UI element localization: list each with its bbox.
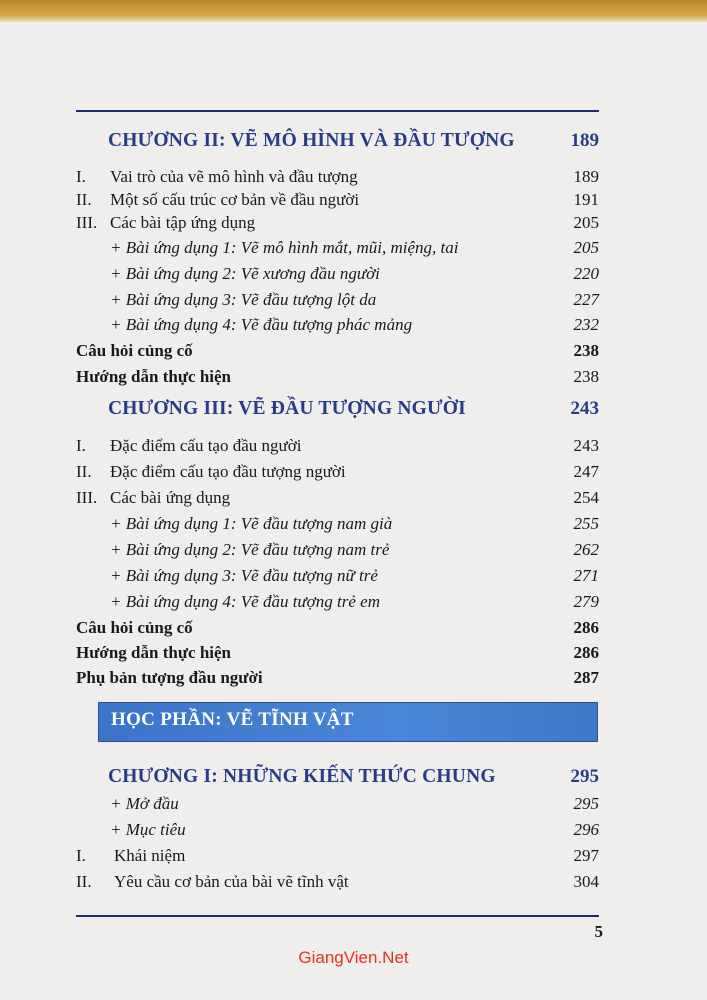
entry-page: 238 (573, 341, 599, 360)
entry-number: I. (76, 436, 86, 455)
entry-text: Yêu cầu cơ bản của bài vẽ tĩnh vật (114, 872, 349, 891)
toc-entry (76, 287, 599, 313)
entry-page: 287 (573, 668, 599, 687)
entry-text: + Bài ứng dụng 1: Vẽ đầu tượng nam già (110, 514, 393, 533)
entry-page: 232 (573, 315, 599, 334)
entry-text: Khái niệm (114, 846, 186, 865)
toc-entry (76, 433, 599, 459)
chapter-heading (76, 764, 599, 790)
entry-text: Câu hỏi củng cố (76, 341, 193, 360)
toc-entry (76, 235, 599, 261)
entry-page: 255 (573, 514, 599, 533)
entry-text: + Bài ứng dụng 4: Vẽ đầu tượng phác mảng (110, 315, 413, 334)
entry-page: 238 (573, 367, 599, 386)
toc-entry (76, 665, 599, 691)
toc-entry (76, 563, 599, 589)
toc-entry (76, 589, 599, 615)
entry-text: Hướng dẫn thực hiện (76, 367, 231, 386)
entry-page: 205 (573, 213, 599, 232)
entry-page: 296 (573, 820, 599, 839)
entry-number: I. (76, 167, 86, 186)
section-title: HỌC PHẦN: VẼ TĨNH VẬT (111, 709, 354, 730)
entry-page: 227 (573, 290, 599, 309)
entry-number: III. (76, 213, 98, 232)
entry-number: II. (76, 872, 92, 891)
chapter-heading (76, 128, 599, 154)
bottom-rule (76, 915, 599, 917)
toc-entry (76, 459, 599, 485)
toc-entry (76, 537, 599, 563)
entry-page: 271 (573, 566, 599, 585)
entry-page: 220 (573, 264, 599, 283)
toc-entry (76, 210, 599, 236)
entry-text: Phụ bản tượng đầu người (76, 668, 263, 687)
toc-entry (76, 511, 599, 537)
chapter-page: 243 (570, 398, 599, 419)
chapter-title: CHƯƠNG I: NHỮNG KIẾN THỨC CHUNG (108, 766, 496, 787)
entry-number: II. (76, 462, 92, 481)
page-top-edge (0, 0, 707, 22)
entry-page: 205 (573, 238, 599, 257)
chapter-page: 295 (570, 766, 599, 787)
entry-page: 262 (573, 540, 599, 559)
entry-text: + Bài ứng dụng 4: Vẽ đầu tượng trẻ em (110, 592, 380, 611)
entry-text: Đặc điểm cấu tạo đầu tượng người (110, 462, 346, 481)
entry-text: + Mở đầu (110, 794, 179, 813)
entry-number: I. (76, 846, 86, 865)
entry-text: Hướng dẫn thực hiện (76, 643, 231, 662)
entry-text: Các bài ứng dụng (110, 488, 231, 507)
entry-number: III. (76, 488, 98, 507)
entry-page: 286 (573, 618, 599, 637)
watermark: GiangVien.Net (298, 948, 409, 967)
toc-entry (76, 791, 599, 817)
entry-text: Vai trò của vẽ mô hình và đầu tượng (110, 167, 358, 186)
entry-page: 286 (573, 643, 599, 662)
entry-page: 189 (573, 167, 599, 186)
entry-text: + Bài ứng dụng 2: Vẽ xương đầu người (110, 264, 380, 283)
entry-text: + Bài ứng dụng 3: Vẽ đầu tượng nữ trẻ (110, 566, 378, 585)
chapter-title: CHƯƠNG II: VẼ MÔ HÌNH VÀ ĐẦU TƯỢNG (108, 130, 515, 151)
toc-entry (76, 869, 599, 895)
entry-text: Câu hỏi củng cố (76, 618, 193, 637)
toc-entry (76, 261, 599, 287)
toc-entry (76, 338, 599, 364)
entry-page: 304 (573, 872, 599, 891)
toc-entry (76, 364, 599, 390)
top-rule (76, 110, 599, 112)
entry-page: 297 (573, 846, 599, 865)
chapter-page: 189 (570, 130, 599, 151)
entry-page: 254 (573, 488, 599, 507)
toc-entry (76, 615, 599, 641)
toc-entry (76, 640, 599, 666)
entry-text: + Bài ứng dụng 2: Vẽ đầu tượng nam trẻ (110, 540, 390, 559)
toc-entry (76, 485, 599, 511)
entry-page: 247 (573, 462, 599, 481)
entry-page: 279 (573, 592, 599, 611)
entry-text: + Bài ứng dụng 1: Vẽ mô hình mắt, mũi, miệng, tai (110, 238, 459, 257)
entry-number: II. (76, 190, 92, 209)
entry-text: Một số cấu trúc cơ bản về đầu người (110, 190, 360, 209)
entry-text: + Bài ứng dụng 3: Vẽ đầu tượng lột da (110, 290, 377, 309)
chapter-title: CHƯƠNG III: VẼ ĐẦU TƯỢNG NGƯỜI (108, 398, 466, 419)
chapter-heading (76, 396, 599, 422)
entry-page: 191 (573, 190, 599, 209)
toc-entry (76, 843, 599, 869)
entry-page: 295 (573, 794, 599, 813)
entry-text: + Mục tiêu (110, 820, 186, 839)
page-number: 5 (594, 922, 603, 941)
entry-page: 243 (573, 436, 599, 455)
toc-entry (76, 817, 599, 843)
toc-entry (76, 312, 599, 338)
section-banner (98, 702, 598, 742)
entry-text: Các bài tập ứng dụng (110, 213, 256, 232)
entry-text: Đặc điểm cấu tạo đầu người (110, 436, 302, 455)
